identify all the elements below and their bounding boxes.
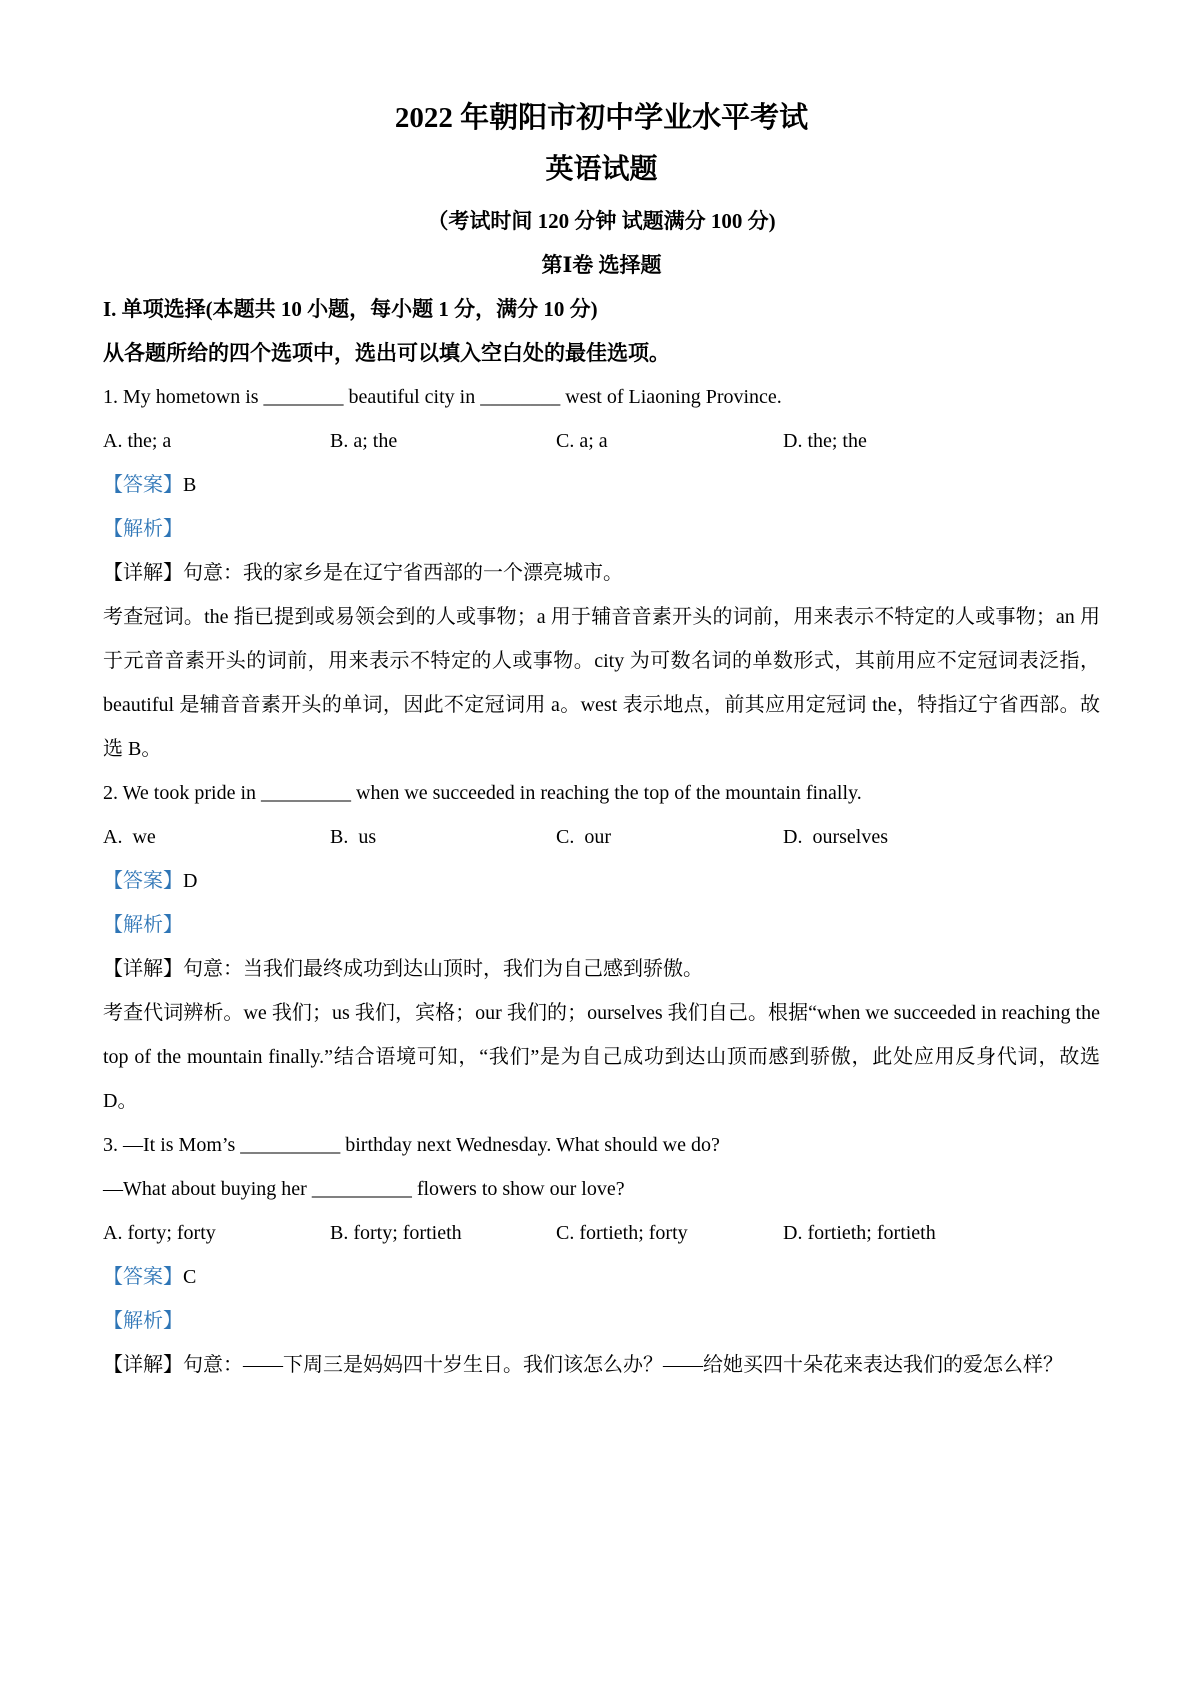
question-3-options [103,1211,1100,1255]
part-heading: 第Ⅰ卷 选择题 [541,253,662,277]
question-1-options [103,419,1100,463]
exam-info: （考试时间 120 分钟 试题满分 100 分) [427,209,776,233]
question-1-answer-line [103,463,1100,507]
question-1-analysis-line [103,507,1100,551]
section-heading: I. 单项选择(本题共 10 小题，每小题 1 分，满分 10 分) [103,297,598,321]
question-3-stem-line-2: —What about buying her __________ flowers to show our love? [103,1178,625,1200]
question-3-option-c: C. fortieth; forty [556,1222,688,1244]
question-3-detail-line [103,1343,1100,1387]
question-3-answer-value: C [183,1266,197,1288]
analysis-label: 【解析】 [103,518,183,540]
answer-label: 【答案】 [103,1266,183,1288]
question-3 [103,1123,1100,1387]
question-1-answer-value: B [183,474,197,496]
detail-label: 【详解】 [103,1354,183,1376]
answer-label: 【答案】 [103,870,183,892]
question-2-answer-value: D [183,870,198,892]
question-2-explanation: 考查代词辨析。we 我们；us 我们，宾格；our 我们的；ourselves 我们自己。根据“when we succeeded in reaching the top of the mountain finally.”结合语境可知，“我们”是为自己成功到达山顶而感到骄傲，此处应用反身代词，故选 D。 [103,1002,1100,1112]
question-1-option-d: D. the; the [783,430,867,452]
question-2-analysis-line [103,903,1100,947]
question-3-option-b: B. forty; fortieth [330,1222,462,1244]
question-1-detail-text: 句意：我的家乡是在辽宁省西部的一个漂亮城市。 [183,562,623,584]
question-2-option-d: D. ourselves [783,826,888,848]
question-2-detail-text: 句意：当我们最终成功到达山顶时，我们为自己感到骄傲。 [183,958,703,980]
section-instruction: 从各题所给的四个选项中，选出可以填入空白处的最佳选项。 [103,341,670,365]
question-2-option-b: B. us [330,826,377,848]
exam-subtitle: 英语试题 [545,154,658,185]
analysis-label: 【解析】 [103,1310,183,1332]
question-1-explanation: 考查冠词。the 指已提到或易领会到的人或事物；a 用于辅音音素开头的词前，用来表示不特定的人或事物；an 用于元音音素开头的词前，用来表示不特定的人或事物。city 为可数名词的单数形式，其前用应不定冠词表泛指，beautiful 是辅音音素开头的单词，因此不定冠词用 a。west 表示地点，前其应用定冠词 the，特指辽宁省西部。故选 B。 [103,606,1100,760]
question-3-option-d: D. fortieth; fortieth [783,1222,936,1244]
question-1-option-c: C. a; a [556,430,608,452]
detail-label: 【详解】 [103,562,183,584]
detail-label: 【详解】 [103,958,183,980]
question-3-option-a: A. forty; forty [103,1222,216,1244]
question-1-stem: 1. My hometown is ________ beautiful city in ________ west of Liaoning Province. [103,386,782,408]
question-1 [103,375,1100,771]
question-2 [103,771,1100,1123]
question-2-options [103,815,1100,859]
answer-label: 【答案】 [103,474,183,496]
question-2-option-c: C. our [556,826,611,848]
question-3-answer-line [103,1255,1100,1299]
question-2-option-a: A. we [103,826,156,848]
question-1-option-a: A. the; a [103,430,172,452]
question-2-detail-line [103,947,1100,991]
question-1-option-b: B. a; the [330,430,398,452]
question-2-stem: 2. We took pride in _________ when we succeeded in reaching the top of the mountain finally. [103,782,862,804]
question-3-stem-line-1: 3. —It is Mom’s __________ birthday next Wednesday. What should we do? [103,1134,720,1156]
question-3-analysis-line [103,1299,1100,1343]
question-3-detail-text: 句意：——下周三是妈妈四十岁生日。我们该怎么办？——给她买四十朵花来表达我们的爱怎么样？ [183,1354,1063,1376]
exam-title: 2022 年朝阳市初中学业水平考试 [394,102,809,134]
analysis-label: 【解析】 [103,914,183,936]
question-1-detail-line [103,551,1100,595]
question-2-answer-line [103,859,1100,903]
